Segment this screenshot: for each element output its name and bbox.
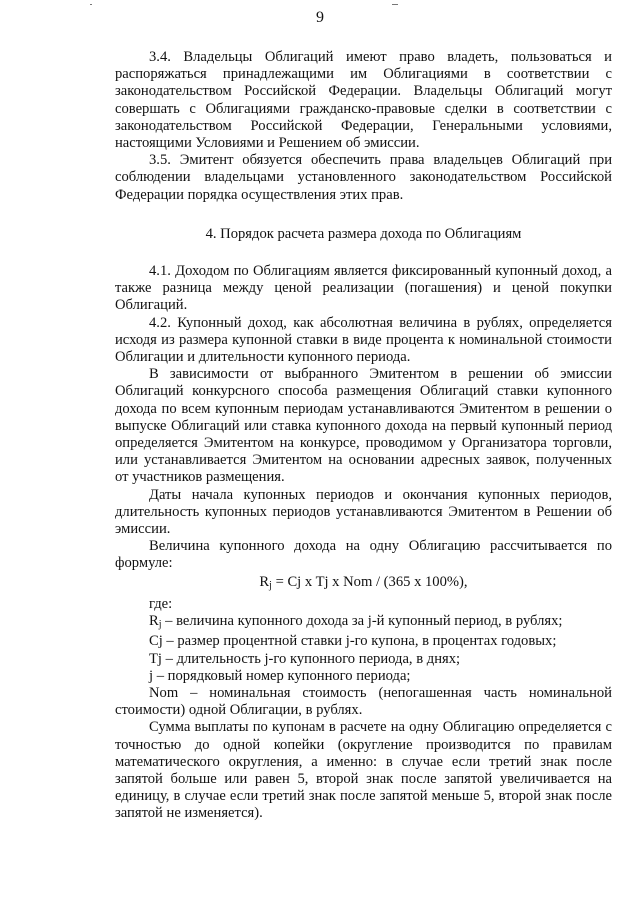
definition-j: j – порядковый номер купонного периода;	[149, 667, 411, 684]
paragraph-coupon-amount-intro: Величина купонного дохода на одну Облигацию рассчитывается по формуле:	[115, 538, 612, 572]
section-heading-4: 4. Порядок расчета размера дохода по Облигациям	[205, 225, 522, 242]
formula-subscript-j: j	[269, 579, 272, 591]
paragraph-rounding: Сумма выплаты по купонам в расчете на одну Облигацию определяется с точностью до одной копейки (округление производится по правилам математического округления, а именно: в случае если третий знак после запятой больше или равен 5, второй знак после запятой увеличивается на единицу, в случае если третий знак после запятой меньше 5, второй знак после запятой не изменяется).	[115, 719, 612, 822]
definition-c: Cj – размер процентной ставки j-го купона, в процентах годовых;	[149, 633, 557, 650]
paragraph-coupon-rate-method: В зависимости от выбранного Эмитентом в решении об эмиссии Облигаций конкурсного способа размещения Облигаций ставки купонного дохода по всем купонным периодам устанавливаются Эмитентом в решении о выпуске Облигаций или ставка купонного дохода на первый купонный период определяется Эмитентом на конкурсе, проводимом у Организатора торговли, или устанавливается Эмитентом на основании адресных заявок, полученных от участников размещения.	[115, 366, 612, 486]
paragraph-3-5: 3.5. Эмитент обязуется обеспечить права владельцев Облигаций при соблюдении владельцами установленного законодательством Российской Федерации порядка осуществления этих прав.	[115, 152, 612, 203]
document-body	[115, 49, 612, 823]
where-label: где:	[149, 595, 173, 612]
definition-r	[115, 613, 612, 633]
formula-expression: = Cj x Tj x Nom / (365 x 100%),	[271, 573, 468, 590]
formula-symbol-r: R	[259, 573, 270, 590]
page-number: 9	[316, 9, 324, 26]
definition-r-text: – величина купонного дохода за j-й купонный период, в рублях;	[161, 613, 563, 630]
definition-r-symbol: R	[149, 613, 159, 630]
paragraph-3-4: 3.4. Владельцы Облигаций имеют право владеть, пользоваться и распоряжаться принадлежащими им Облигациями в соответствии с законодательством Российской Федерации. Владельцы Облигаций могут совершать с Облигациями гражданско-правовые сделки в соответствии с законодательством Российской Федерации, Генеральными условиями, настоящими Условиями и Решением об эмиссии.	[115, 49, 612, 152]
definition-t: Tj – длительность j-го купонного периода, в днях;	[149, 650, 461, 667]
paragraph-coupon-dates: Даты начала купонных периодов и окончания купонных периодов, длительность купонных периодов устанавливаются Эмитентом в Решении об эмиссии.	[115, 486, 612, 538]
coupon-formula	[115, 574, 612, 594]
paragraph-4-1: 4.1. Доходом по Облигациям является фиксированный купонный доход, а также разница между ценой реализации (погашения) и ценой покупки Облигаций.	[115, 263, 612, 314]
definition-nom: Nom – номинальная стоимость (непогашенная часть номинальной стоимости) одной Облигации, в рублях.	[115, 684, 612, 719]
paragraph-4-2: 4.2. Купонный доход, как абсолютная величина в рублях, определяется исходя из размера купонной ставки в виде процента к номинальной стоимости Облигации и длительности купонного периода.	[115, 314, 612, 366]
definition-r-subscript: j	[158, 619, 162, 631]
scan-artifact-right	[392, 4, 398, 5]
scan-artifact-left	[90, 4, 92, 5]
